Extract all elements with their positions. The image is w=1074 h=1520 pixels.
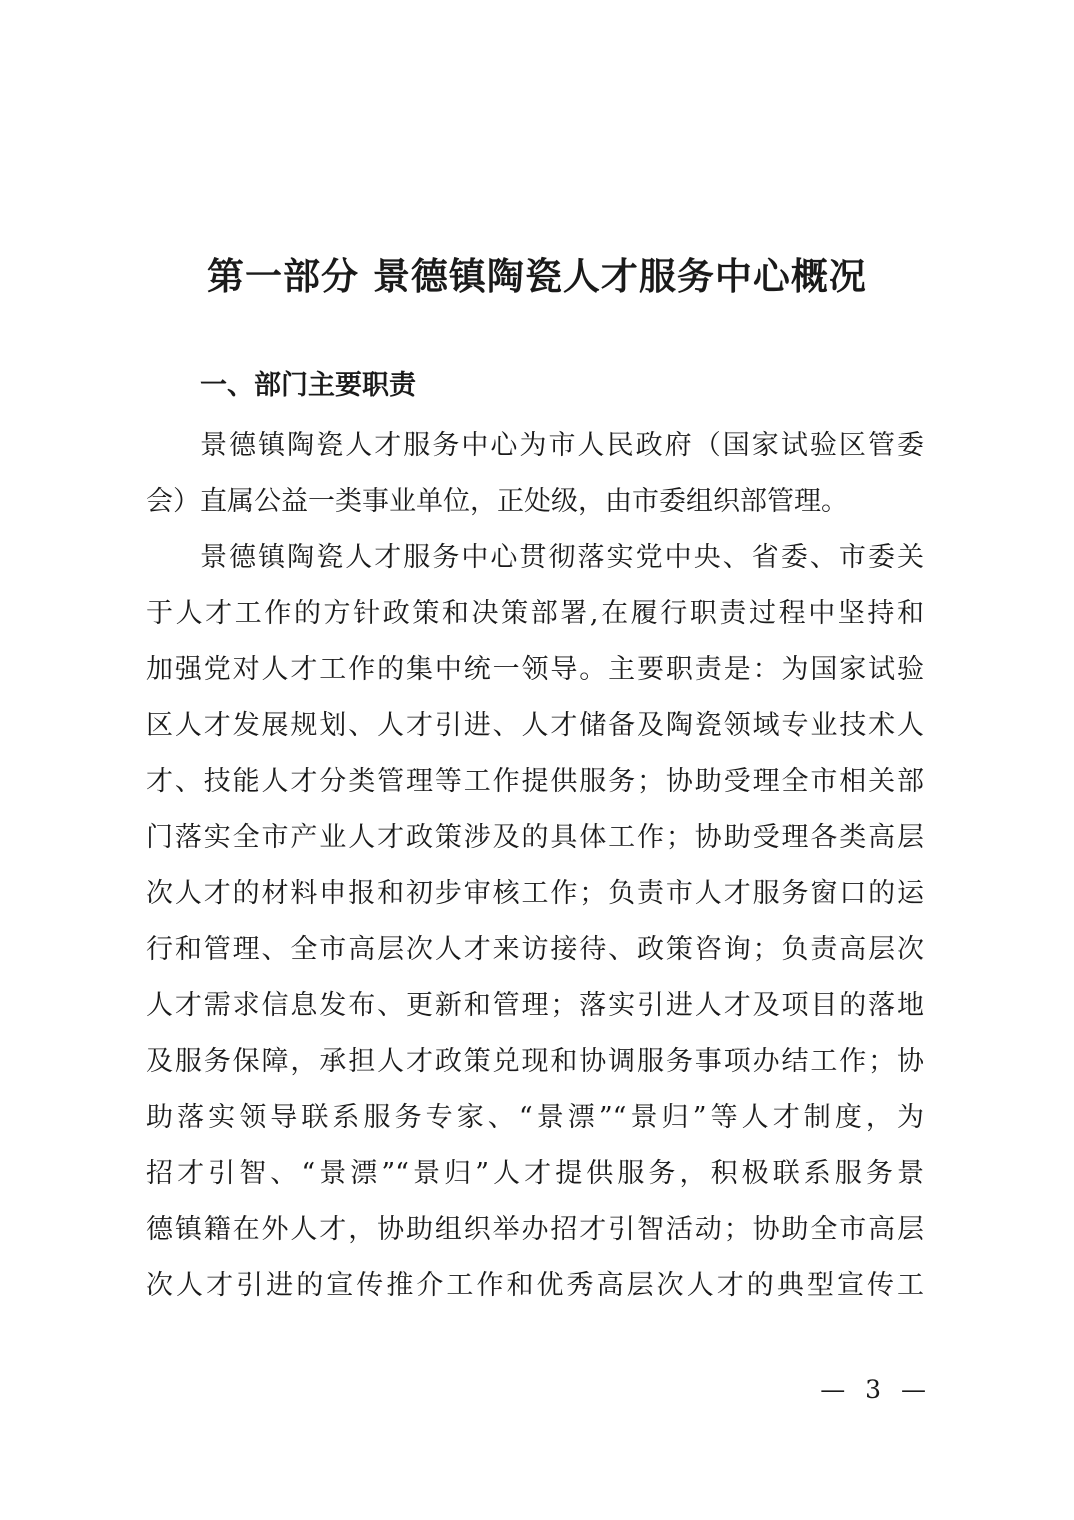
paragraph-line: 人才需求信息发布、更新和管理；落实引进人才及项目的落地 <box>146 990 924 1021</box>
paragraph-line: 景德镇陶瓷人才服务中心贯彻落实党中央、省委、市委关 <box>200 542 924 573</box>
page-number: — 3 — <box>820 1375 932 1404</box>
paragraph-line: 招才引智、“景漂”“景归”人才提供服务，积极联系服务景 <box>146 1158 924 1189</box>
paragraph-line: 门落实全市产业人才政策涉及的具体工作；协助受理各类高层 <box>146 822 924 853</box>
paragraph-line: 次人才的材料申报和初步审核工作；负责市人才服务窗口的运 <box>146 878 924 909</box>
paragraph-line: 行和管理、全市高层次人才来访接待、政策咨询；负责高层次 <box>146 934 924 965</box>
paragraph-line: 区人才发展规划、人才引进、人才储备及陶瓷领域专业技术人 <box>146 710 924 741</box>
paragraph-line: 于人才工作的方针政策和决策部署,在履行职责过程中坚持和 <box>146 598 924 629</box>
paragraph-line: 才、技能人才分类管理等工作提供服务；协助受理全市相关部 <box>146 766 924 797</box>
paragraph-line: 德镇籍在外人才，协助组织举办招才引智活动；协助全市高层 <box>146 1214 924 1245</box>
paragraph-line: 助落实领导联系服务专家、“景漂”“景归”等人才制度，为 <box>146 1102 924 1133</box>
paragraph-line: 加强党对人才工作的集中统一领导。主要职责是：为国家试验 <box>146 654 924 685</box>
paragraph-line: 次人才引进的宣传推介工作和优秀高层次人才的典型宣传工 <box>146 1270 924 1301</box>
section-heading: 一、部门主要职责 <box>200 370 416 401</box>
paragraph-line: 会）直属公益一类事业单位，正处级，由市委组织部管理。 <box>146 486 848 517</box>
page-title: 第一部分 景德镇陶瓷人才服务中心概况 <box>207 254 867 298</box>
paragraph-line: 景德镇陶瓷人才服务中心为市人民政府（国家试验区管委 <box>200 430 924 461</box>
paragraph-line: 及服务保障，承担人才政策兑现和协调服务事项办结工作；协 <box>146 1046 924 1077</box>
